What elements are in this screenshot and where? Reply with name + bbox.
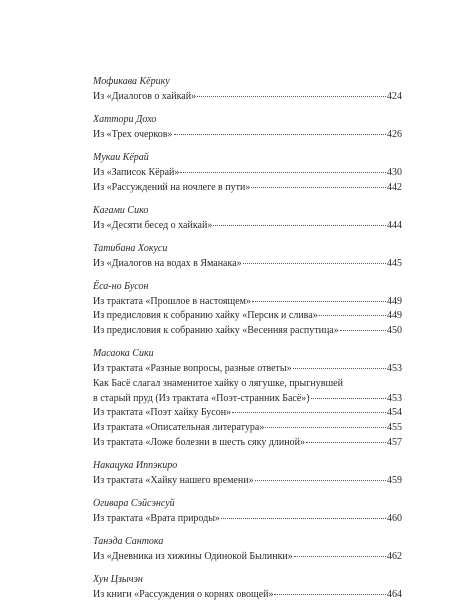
toc-entry — [93, 324, 402, 339]
dot-leader — [306, 442, 386, 443]
toc-section — [93, 113, 402, 143]
page-number: 457 — [387, 437, 402, 449]
page-number: 442 — [387, 181, 402, 193]
page-number: 444 — [387, 219, 402, 231]
dot-leader — [294, 556, 386, 557]
page-number: 455 — [387, 422, 402, 434]
author-name: Хун Цзычэн — [93, 574, 143, 586]
dot-leader — [265, 427, 386, 428]
page-number: 453 — [387, 363, 402, 375]
page-number: 449 — [387, 295, 402, 307]
entry-title: Из трактата «Хайку нашего времени» — [93, 475, 254, 487]
page-number: 464 — [387, 589, 402, 601]
toc-section — [93, 242, 402, 272]
toc-entry — [93, 166, 402, 181]
entry-title: Из трактата «Описательная литература» — [93, 422, 265, 434]
toc-entry — [93, 295, 402, 310]
dot-leader — [340, 330, 386, 331]
entry-title: Из предисловия к собранию хайку «Весенняя распутица» — [93, 325, 339, 337]
dot-leader — [311, 398, 386, 399]
entry-title: Из трактата «Врата природы» — [93, 513, 220, 525]
page-number: 430 — [387, 166, 402, 178]
entry-title: Из «Дневника из хижины Одинокой Былинки» — [93, 551, 293, 563]
dot-leader — [174, 134, 387, 135]
dot-leader — [180, 172, 386, 173]
author-name: Накацука Иппэкиро — [93, 460, 178, 472]
author-name: Ёса-но Бусон — [93, 280, 149, 292]
author-name: Танэда Сантока — [93, 536, 164, 548]
page-number: 462 — [387, 551, 402, 563]
entry-title: Из «Записок Кёрай» — [93, 166, 180, 178]
toc-entry — [93, 406, 402, 421]
page-number: 449 — [387, 310, 402, 322]
toc-entry — [93, 219, 402, 234]
entry-title: в старый пруд (Из трактата «Поэт-странник Басё») — [93, 392, 310, 404]
dot-leader — [252, 301, 386, 302]
author-name: Хаттори Дохо — [93, 113, 157, 125]
dot-leader — [232, 412, 386, 413]
toc-section — [93, 535, 402, 565]
toc-entry — [93, 436, 402, 451]
toc-entry — [93, 588, 402, 603]
dot-leader — [293, 368, 386, 369]
author-name: Мофикава Кёрику — [93, 76, 170, 87]
page-number: 460 — [387, 513, 402, 525]
entry-title: Из «Диалогов о хайкай» — [93, 90, 197, 102]
toc-entry — [93, 181, 402, 196]
toc-section — [93, 497, 402, 527]
entry-title: Из трактата «Ложе болезни в шесть сяку длиной» — [93, 437, 305, 449]
dot-leader — [243, 263, 386, 264]
dot-leader — [319, 315, 386, 316]
dot-leader — [274, 594, 386, 595]
toc-section — [93, 151, 402, 195]
entry-title: Из «Диалогов на водах в Яманака» — [93, 257, 242, 269]
page-number: 454 — [387, 407, 402, 419]
page-number: 459 — [387, 475, 402, 487]
toc-entry — [93, 392, 402, 407]
entry-title: Из «Трех очерков» — [93, 128, 173, 140]
toc-entry — [93, 474, 402, 489]
toc-entry — [93, 362, 402, 377]
author-name: Мукаи Кёрай — [93, 151, 149, 163]
entry-title: Из предисловия к собранию хайку «Персик и слива» — [93, 310, 318, 322]
author-name: Огивара Сэйсэнсуй — [93, 498, 175, 510]
toc-section — [93, 280, 402, 339]
toc-entry — [93, 90, 402, 105]
entry-title: Из «Рассуждений на ночлеге в пути» — [93, 181, 251, 193]
entry-title: Из «Десяти бесед о хайкай» — [93, 219, 213, 231]
toc-entry — [93, 309, 402, 324]
entry-title: Из книги «Рассуждения о корнях овощей» — [93, 589, 274, 601]
page-number: 445 — [387, 257, 402, 269]
toc-section — [93, 573, 402, 603]
page-number: 424 — [387, 90, 402, 102]
entry-title: Из трактата «Поэт хайку Бусон» — [93, 407, 232, 419]
entry-title: Из трактата «Разные вопросы, разные ответы» — [93, 363, 292, 375]
author-name: Татибана Хокуси — [93, 242, 168, 254]
toc-entry — [93, 421, 402, 436]
toc-entry-multiline-first: Как Басё слагал знаменитое хайку о лягушке, прыгнувшей — [93, 377, 343, 389]
toc-entry — [93, 257, 402, 272]
toc-entry — [93, 550, 402, 565]
dot-leader — [255, 480, 386, 481]
table-of-contents — [93, 75, 402, 611]
entry-title: Из трактата «Прошлое в настоящем» — [93, 295, 251, 307]
toc-entry — [93, 512, 402, 527]
toc-section — [93, 459, 402, 489]
page-number: 450 — [387, 325, 402, 337]
toc-section — [93, 75, 402, 105]
dot-leader — [251, 187, 386, 188]
page-number: 426 — [387, 128, 402, 140]
page-number: 453 — [387, 392, 402, 404]
dot-leader — [213, 225, 386, 226]
author-name: Кагами Сико — [93, 204, 149, 216]
author-name: Масаока Сики — [93, 348, 154, 360]
toc-entry — [93, 128, 402, 143]
dot-leader — [221, 518, 386, 519]
toc-section — [93, 347, 402, 451]
dot-leader — [197, 96, 386, 97]
toc-section — [93, 204, 402, 234]
